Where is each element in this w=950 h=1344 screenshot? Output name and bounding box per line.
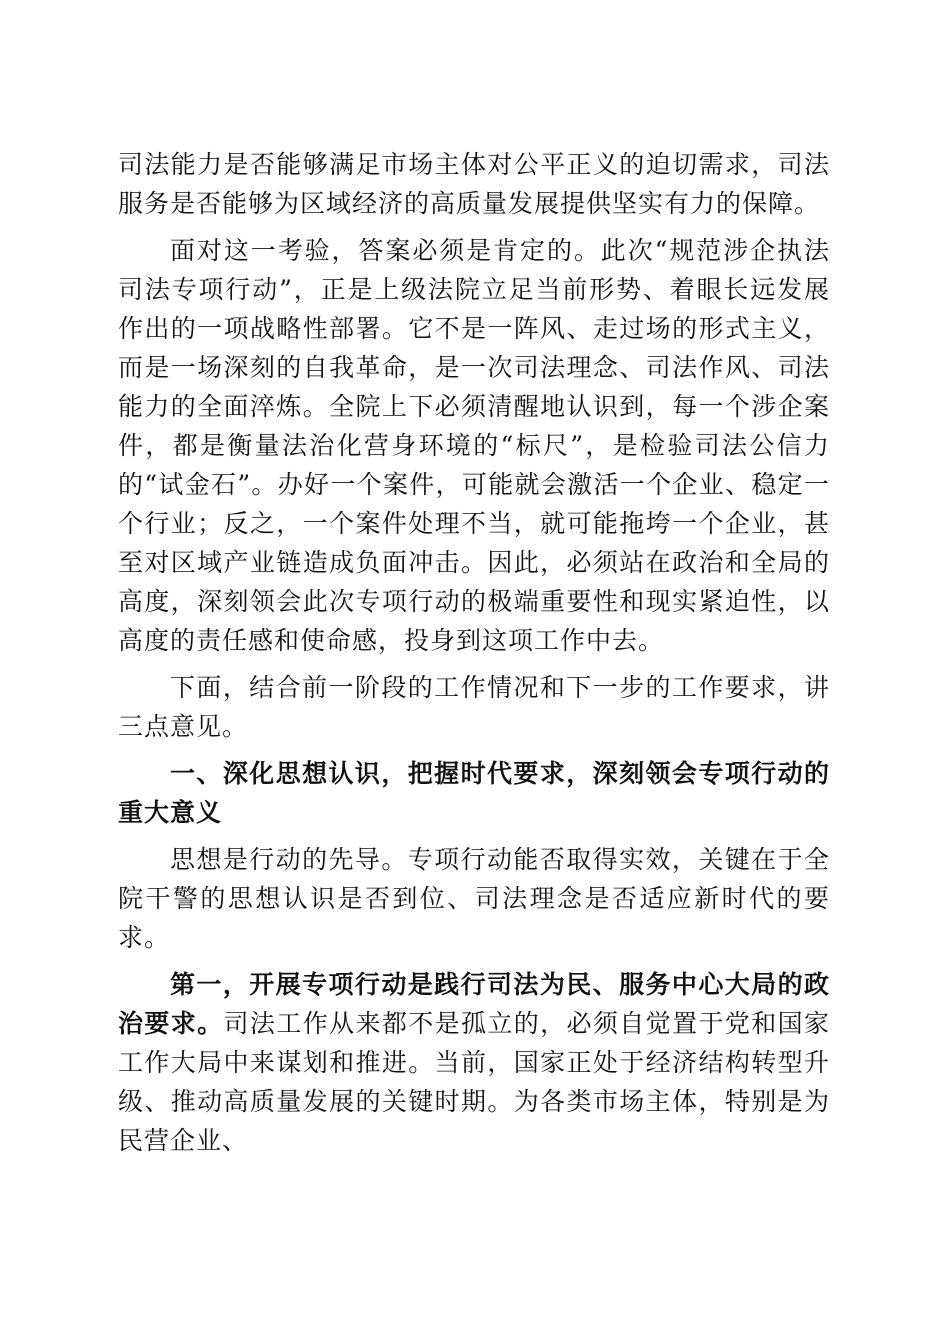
paragraph-continuation: 司法能力是否能够满足市场主体对公平正义的迫切需求，司法服务是否能够为区域经济的高质量发展提供坚实有力的保障。 bbox=[118, 150, 830, 218]
document-body bbox=[118, 145, 830, 1168]
paragraph-answer: 面对这一考验，答案必须是肯定的。此次“规范涉企执法司法专项行动”，正是上级法院立足当前形势、着眼长远发展作出的一项战略性部署。它不是一阵风、走过场的形式主义，而是一场深刻的自我革命，是一次司法理念、司法作风、司法能力的全面淬炼。全院上下必须清醒地认识到，每一个涉企案件，都是衡量法治化营身环境的“标尺”，是检验司法公信力的“试金石”。办好一个案件，可能就会激活一个企业、稳定一个行业；反之，一个案件处理不当，就可能拖垮一个企业，甚至对区域产业链造成负面冲击。因此，必须站在政治和全局的高度，深刻领会此次专项行动的极端重要性和现实紧迫性，以高度的责任感和使命感，投身到这项工作中去。 bbox=[118, 236, 830, 655]
paragraph-point-1 bbox=[118, 965, 830, 1160]
point-1-lead: 第一，开展专项行动是践行司法为民、服务中心大局的政治要求。 bbox=[118, 970, 830, 1038]
section-heading-1: 一、深化思想认识，把握时代要求，深刻领会专项行动的重大意义 bbox=[118, 759, 830, 827]
paragraph-thought: 思想是行动的先导。专项行动能否取得实效，关键在于全院干警的思想认识是否到位、司法理念是否适应新时代的要求。 bbox=[118, 845, 830, 952]
point-1-body: 司法工作从来都不是孤立的，必须自觉置于党和国家工作大局中来谋划和推进。当前，国家正处于经济结构转型升级、推动高质量发展的关键时期。为各类市场主体，特别是为民营企业、 bbox=[118, 1009, 830, 1155]
paragraph-intro-points: 下面，结合前一阶段的工作情况和下一步的工作要求，讲三点意见。 bbox=[118, 673, 830, 741]
